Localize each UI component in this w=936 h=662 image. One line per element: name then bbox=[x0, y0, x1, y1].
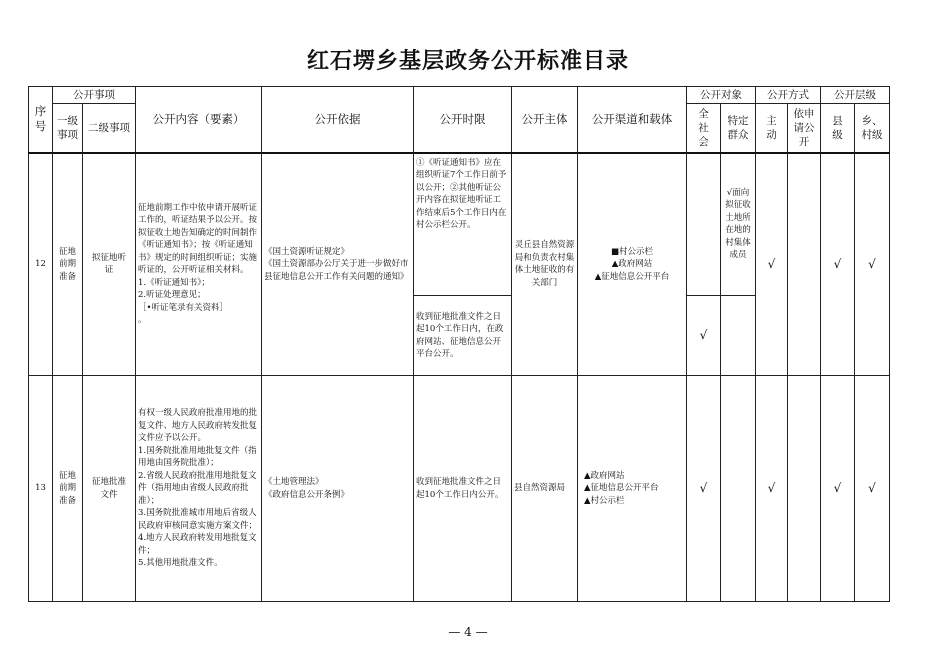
row-13-seq: 13 bbox=[29, 376, 53, 602]
header-level-county: 县 级 bbox=[821, 104, 855, 153]
header-method-active: 主 动 bbox=[756, 104, 788, 153]
row-12-time-b: 收到征地批准文件之日起10个工作日内，在政府网站、征地信息公开平台公开。 bbox=[414, 296, 512, 376]
header-object-all: 全 社 会 bbox=[687, 104, 721, 153]
row-13-check-all: √ bbox=[687, 376, 721, 602]
row-13-subject: 县自然资源局 bbox=[512, 376, 578, 602]
page-number: — 4 — bbox=[448, 625, 488, 639]
header-method-request: 依申 请公 开 bbox=[788, 104, 821, 153]
row-12-check-county: √ bbox=[821, 153, 855, 376]
header-object-specific: 特定 群众 bbox=[721, 104, 756, 153]
row-12-content: 征地前期工作中依申请开展听证工作的，听证结果予以公开。按拟征收土地告知确定的时间制作《听证通知书》；按《听证通知书》规定的时间组织听证；实施听证的，公开听证相关材料。 1.《听证通知书》； 2.听证处理意见； ［•听证笔录有关资料］ 。 bbox=[136, 153, 262, 376]
row-13-method-request bbox=[788, 376, 821, 602]
header-level1: 一级 事项 bbox=[53, 104, 83, 153]
row-12-check-active: √ bbox=[756, 153, 788, 376]
header-seq: 序 号 bbox=[29, 87, 53, 153]
header-method-group: 公开方式 bbox=[756, 87, 821, 104]
row-13-level1: 征地 前期 准备 bbox=[53, 376, 83, 602]
row-12-check-township: √ bbox=[855, 153, 890, 376]
row-12-check-all-b: √ bbox=[687, 296, 721, 376]
header-subject: 公开主体 bbox=[512, 87, 578, 153]
header-items-group: 公开事项 bbox=[53, 87, 136, 104]
row-13-level2: 征地批准 文件 bbox=[83, 376, 136, 602]
row-12-subject: 灵丘县自然资源局和负责农村集体土地征收的有关部门 bbox=[512, 153, 578, 376]
row-12-object-specific-b bbox=[721, 296, 756, 376]
header-level-township: 乡、 村级 bbox=[855, 104, 890, 153]
row-12-channel: ■村公示栏 ▲政府网站 ▲征地信息公开平台 bbox=[578, 153, 687, 376]
header-basis: 公开依据 bbox=[262, 87, 414, 153]
table-row bbox=[29, 376, 890, 602]
row-12-level2: 拟征地听 证 bbox=[83, 153, 136, 376]
row-12-method-request bbox=[788, 153, 821, 376]
row-13-channel: ▲政府网站 ▲征地信息公开平台 ▲村公示栏 bbox=[578, 376, 687, 602]
row-12-time-a: ①《听证通知书》应在组织听证7个工作日前予以公开；②其他听证公开内容在拟征地听证工作结束后5个工作日内在村公示栏公开。 bbox=[414, 153, 512, 296]
row-13-check-active: √ bbox=[756, 376, 788, 602]
table-row bbox=[29, 153, 890, 296]
catalog-table bbox=[28, 86, 890, 602]
document-title: 红石塄乡基层政务公开标准目录 bbox=[306, 49, 629, 74]
row-13-check-county: √ bbox=[821, 376, 855, 602]
row-13-check-township: √ bbox=[855, 376, 890, 602]
row-13-object-specific bbox=[721, 376, 756, 602]
row-12-object-all-a bbox=[687, 153, 721, 296]
header-time-limit: 公开时限 bbox=[414, 87, 512, 153]
row-13-time: 收到征地批准文件之日起10个工作日内公开。 bbox=[414, 376, 512, 602]
header-channel: 公开渠道和载体 bbox=[578, 87, 687, 153]
row-12-level1: 征地 前期 准备 bbox=[53, 153, 83, 376]
row-12-object-specific: √面向拟征收土地所在地的村集体成员 bbox=[721, 153, 756, 296]
header-object-group: 公开对象 bbox=[687, 87, 756, 104]
row-12-basis: 《国土资源听证规定》 《国土资源部办公厅关于进一步做好市县征地信息公开工作有关问题的通知》 bbox=[262, 153, 414, 376]
row-12-seq: 12 bbox=[29, 153, 53, 376]
header-level2: 二级事项 bbox=[83, 104, 136, 153]
row-13-content: 有权一级人民政府批准用地的批复文件、地方人民政府转发批复文件应予以公开。 1.国务院批准用地批复文件（指用地由国务院批准）； 2.省级人民政府批准用地批复文件（指用地由省级人民政府批准）； 3.国务院批准城市用地后省级人民政府审核同意实施方案文件； 4.地方人民政府转发用地批复文件； 5.其他用地批准文件。 bbox=[136, 376, 262, 602]
row-13-basis: 《土地管理法》 《政府信息公开条例》 bbox=[262, 376, 414, 602]
header-level-group: 公开层级 bbox=[821, 87, 890, 104]
header-content: 公开内容（要素） bbox=[136, 87, 262, 153]
